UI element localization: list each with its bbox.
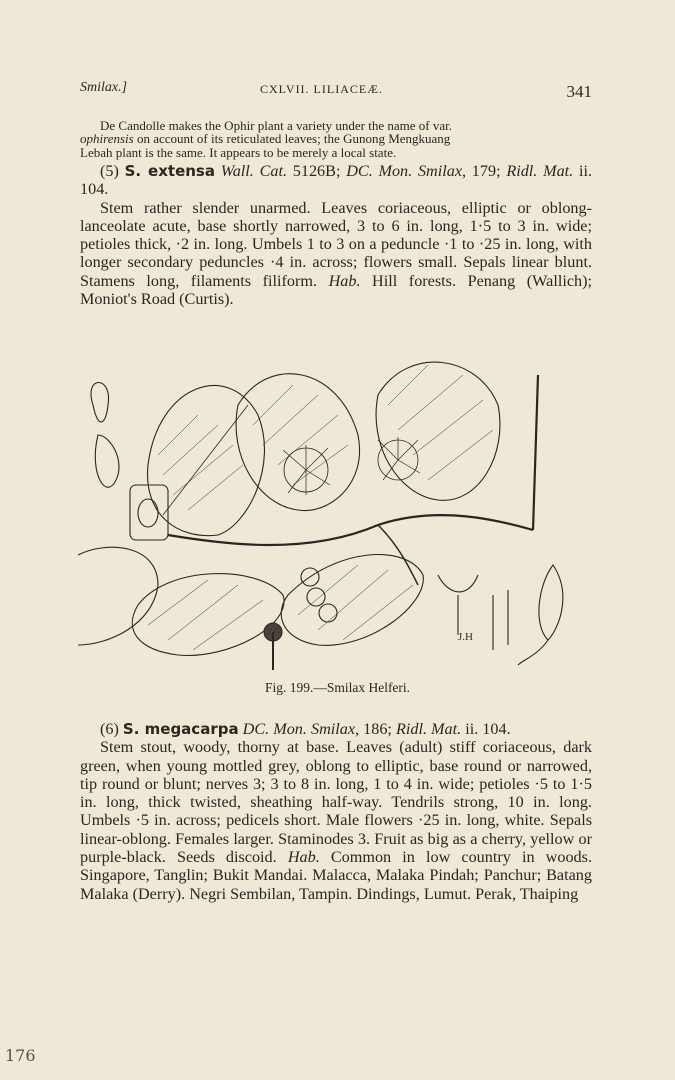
running-header	[80, 80, 592, 104]
entry6-number: (6)	[100, 720, 123, 738]
entry6-author: DC. Mon. Smilax,	[238, 720, 360, 738]
flower-detail-illustration	[438, 575, 478, 635]
intro-paragraph	[80, 119, 592, 159]
entry6-description	[80, 738, 592, 903]
entry5-hab-label: Hab.	[328, 271, 361, 290]
stem-illustration	[168, 515, 533, 545]
entry6-heading	[80, 720, 592, 738]
intro-line	[80, 132, 592, 145]
entry5-description	[80, 199, 592, 309]
leaf-illustration	[281, 555, 423, 646]
entry6-desc: Stem stout, woody, thorny at base. Leaves (adult) stiff coriaceous, dark green, when young mottled grey, oblong to elliptic, base round or narrowed, tip round or blunt; nerves 3; 3 to 8 in. long, 1 to 4 in. wide; petioles ·5 to 1·5 in. long, thick twisted, sheathing half-way. Tendrils strong, 10 in. long. Umbels ·5 in. across; pedicels short. Male flowers ·25 in. long, white. Sepals linear-oblong. Females larger. Staminodes 3. Fruit as big as a cherry, yellow or purple-black. Seeds discoid.	[80, 738, 592, 867]
page-number: 341	[566, 82, 592, 101]
intro-line: Lebah plant is the same. It appears to be merely a local state.	[80, 144, 397, 160]
entry5-ref: 5126B;	[287, 162, 347, 180]
flower-detail-illustration	[91, 383, 109, 422]
intro-variety: ophirensis	[80, 131, 134, 147]
header-family: CXLVII. LILIACEÆ.	[260, 82, 383, 96]
entry5-author: Wall. Cat.	[214, 162, 288, 180]
entry5-number: (5)	[100, 162, 125, 180]
entry6-ref: 186;	[359, 720, 396, 738]
entry6-hab-label: Hab.	[287, 848, 320, 867]
entry5-heading	[80, 162, 592, 199]
leaf-illustration	[132, 574, 284, 656]
entry6-ridl-ref: ii. 104.	[461, 720, 511, 738]
header-genus: Smilax.]	[80, 80, 128, 95]
handwritten-margin-note: 176	[5, 1046, 36, 1065]
entry5-name: S. extensa	[124, 162, 215, 180]
entry5-author2: DC. Mon. Smilax,	[346, 162, 467, 180]
umbel-illustration	[283, 445, 330, 495]
figure-caption: Fig. 199.—Smilax Helferi.	[264, 680, 411, 695]
entry6-name: S. megacarpa	[122, 720, 239, 738]
entry5-ridl-ref: ii. 104.	[80, 162, 593, 199]
species-entry-6	[80, 720, 592, 903]
umbel-illustration	[378, 437, 420, 480]
entry6-habitat: Common in low country in woods. Singapore, Tanglin; Bukit Mandai. Malacca, Malaka Pindah; Panchur; Batang Malaka (Derry). Negri Sembilan, Tampin. Dindings, Lumut. Perak, Thaiping	[80, 848, 592, 903]
leaf-illustration	[148, 386, 265, 536]
botanical-illustration	[78, 345, 598, 675]
intro-text: on account of its reticulated leaves; the Gunong Mengkuang	[133, 131, 451, 147]
entry5-ref2: 179;	[466, 162, 501, 180]
species-entry-5	[80, 162, 592, 308]
entry5-ridl: Ridl. Mat.	[506, 162, 574, 180]
illustrator-initials: J.H	[458, 631, 473, 643]
intro-line: De Candolle makes the Ophir plant a variety under the name of var.	[100, 118, 452, 133]
entry5-habitat: Hill forests. Penang (Wallich); Moniot's Road (Curtis).	[80, 271, 592, 309]
entry5-desc: Stem rather slender unarmed. Leaves coriaceous, elliptic or oblong-lanceolate acute, base shortly narrowed, 3 to 6 in. long, 1·5 to 3 in. wide; petioles thick, ·2 in. long. Umbels 1 to 3 on a peduncle ·1 to ·25 in. long, with longer secondary peduncles ·4 in. across; flowers small. Sepals linear blunt. Stamens long, filaments filiform.	[80, 198, 592, 290]
entry6-ridl: Ridl. Mat.	[395, 720, 462, 738]
